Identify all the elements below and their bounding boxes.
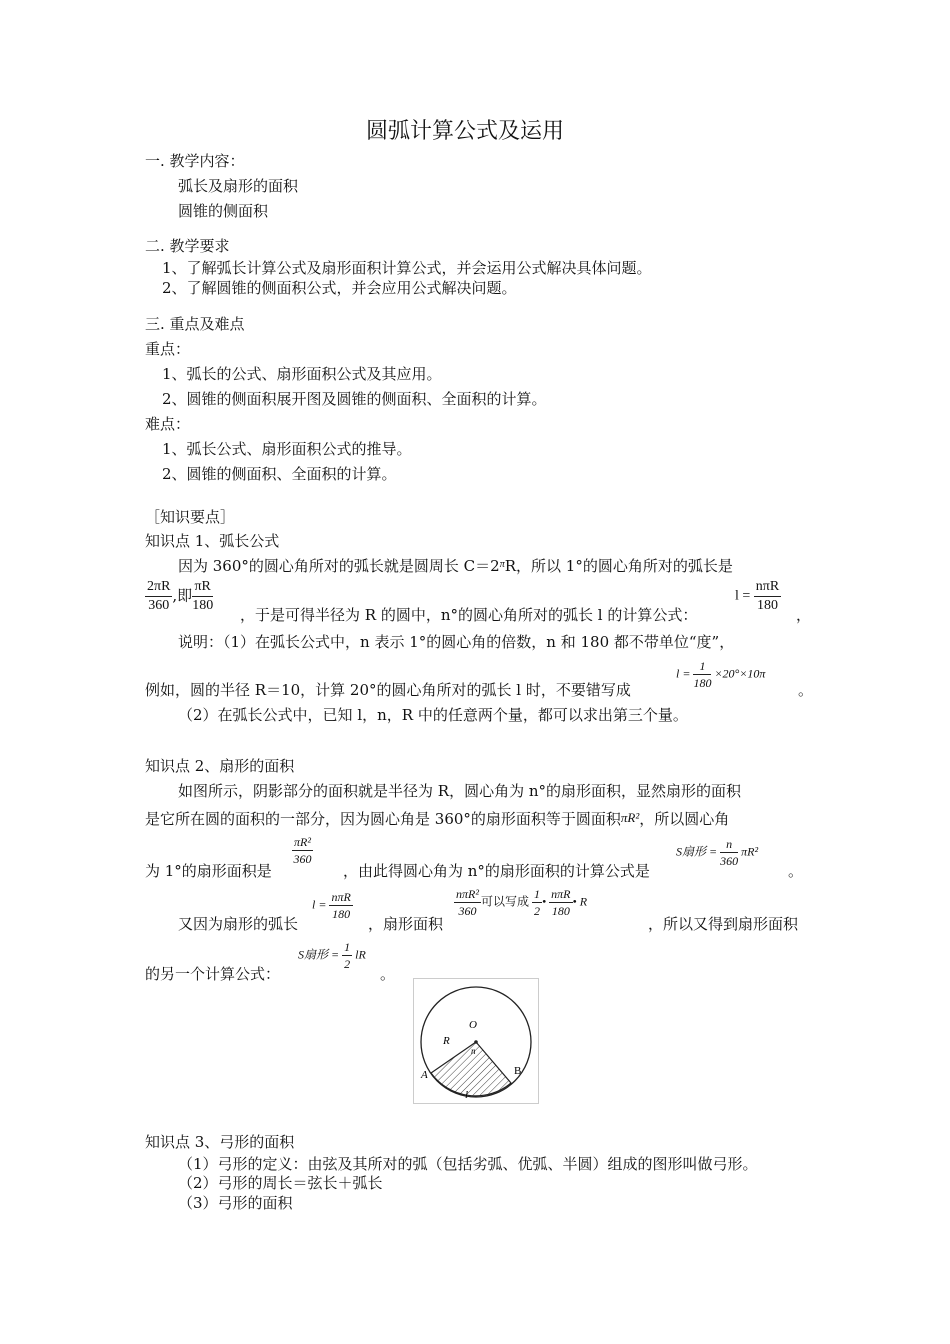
section1-item: 圆锥的侧面积 — [178, 202, 269, 220]
k1-note-line1: 说明：（1）在弧长公式中，n 表示 1°的圆心角的倍数，n 和 180 都不带单位“度”， — [178, 633, 735, 651]
page-title: 圆弧计算公式及运用 — [366, 119, 565, 144]
sector-area-formula: S扇形 = $\frac{n}{360}$ πR² — [676, 837, 759, 868]
k1-period: 。 — [798, 681, 814, 699]
k2-period1: 。 — [788, 862, 804, 880]
k1-formula-line: $\frac{2\pi R}{360}$ ,即 $\frac{\pi R}{180}$ — [147, 579, 214, 613]
knowledge-point3-title: 知识点 3、弓形的面积 — [145, 1133, 295, 1151]
fraction-piR-180: $\frac{\pi R}{180}$ — [192, 579, 214, 613]
k1-note-line2: 例如，圆的半径 R＝10，计算 20°的圆心角所对的弧长 l 时，不要错写成 — [145, 681, 631, 699]
difficult-point-item: 2、圆锥的侧面积、全面积的计算。 — [162, 465, 397, 483]
section2-item: 1、了解弧长计算公式及扇形面积计算公式，并会运用公式解决具体问题。 — [162, 259, 652, 277]
k2-paragraph-line4c: ，所以又得到扇形面积 — [648, 915, 799, 933]
key-point-item: 1、弧长的公式、扇形面积公式及其应用。 — [162, 365, 442, 383]
k1-text-line2: ，于是可得半径为 R 的圆中，n°的圆心角所对的弧长 l 的计算公式： — [240, 606, 698, 624]
section2-item: 2、了解圆锥的侧面积公式，并会应用公式解决问题。 — [162, 279, 517, 297]
key-point-item: 2、圆锥的侧面积展开图及圆锥的侧面积、全面积的计算。 — [162, 390, 547, 408]
knowledge-header: ［知识要点］ — [145, 508, 236, 526]
k3-item: （2）弓形的周长＝弦长＋弧长 — [178, 1174, 383, 1192]
label-O: O — [469, 1019, 477, 1031]
section1-item: 弧长及扇形的面积 — [178, 177, 299, 195]
sector-area-rewrite: $\frac{\text{nπR²}}{360}$ 可以写成 $\frac{1}{2}$ • $\frac{\text{nπR}}{180}$ • R — [456, 887, 588, 918]
label-A: A — [421, 1069, 428, 1081]
k2-paragraph-line3b: ，由此得圆心角为 n°的扇形面积的计算公式是 — [343, 862, 650, 880]
label-l: l — [465, 1089, 469, 1101]
k2-paragraph-line1: 如图所示，阴影部分的面积就是半径为 R，圆心角为 n°的扇形面积，显然扇形的面积 — [178, 782, 741, 800]
fraction-piR2-360: $\frac{\text{πR²}}{360}$ — [293, 835, 312, 866]
sector-area-formula-lR: S扇形 = $\frac{1}{2}$ lR — [298, 940, 366, 971]
label-B: B — [514, 1065, 522, 1077]
k2-paragraph-line4b: ，扇形面积 — [368, 915, 444, 933]
knowledge-point2-title: 知识点 2、扇形的面积 — [145, 757, 295, 775]
section3-heading: 三. 重点及难点 — [145, 315, 245, 333]
arc-length-formula-italic: l = $\frac{\text{nπR}}{180}$ — [312, 890, 351, 921]
k1-paragraph-line1: 因为 360°的圆心角所对的弧长就是圆周长 $C=2^\pi R$，所以 1°的圆心角所对的弧长是 — [178, 557, 733, 575]
k2-paragraph-line3: 为 1°的扇形面积是 — [145, 862, 272, 880]
sector-figure — [413, 978, 539, 1104]
difficult-points-label: 难点： — [145, 415, 191, 433]
k2-period2: 。 — [380, 965, 396, 983]
k3-item: （3）弓形的面积 — [178, 1194, 293, 1212]
difficult-point-item: 1、弧长公式、扇形面积公式的推导。 — [162, 440, 412, 458]
label-R: R — [443, 1035, 450, 1047]
wrong-formula-example: l = $\frac{1}{180}$ ×20°×10π — [676, 659, 766, 690]
k1-comma: ， — [796, 606, 812, 624]
k1-note-line3: （2）在弧长公式中，已知 l，n，R 中的任意两个量，都可以求出第三个量。 — [178, 706, 688, 724]
fraction-2piR-360: $\frac{2\pi R}{360}$ — [147, 579, 171, 613]
section1-heading: 一. 教学内容： — [145, 152, 245, 170]
k2-paragraph-line5: 的另一个计算公式： — [145, 965, 281, 983]
k2-paragraph-line2: 是它所在圆的面积的一部分，因为圆心角是 360°的扇形面积等于圆面积πR²，所以圆心角 — [145, 810, 730, 828]
knowledge-point1-title: 知识点 1、弧长公式 — [145, 532, 280, 550]
arc-length-formula: l = $\frac{\text{nπR}}{180}$ — [735, 579, 780, 613]
k3-item: （1）弓形的定义：由弦及其所对的弧（包括劣弧、优弧、半圆）组成的图形叫做弓形。 — [178, 1155, 758, 1173]
k2-paragraph-line4a: 又因为扇形的弧长 — [178, 915, 299, 933]
label-n: n — [471, 1046, 476, 1056]
key-points-label: 重点： — [145, 340, 191, 358]
section2-heading: 二. 教学要求 — [145, 237, 230, 255]
